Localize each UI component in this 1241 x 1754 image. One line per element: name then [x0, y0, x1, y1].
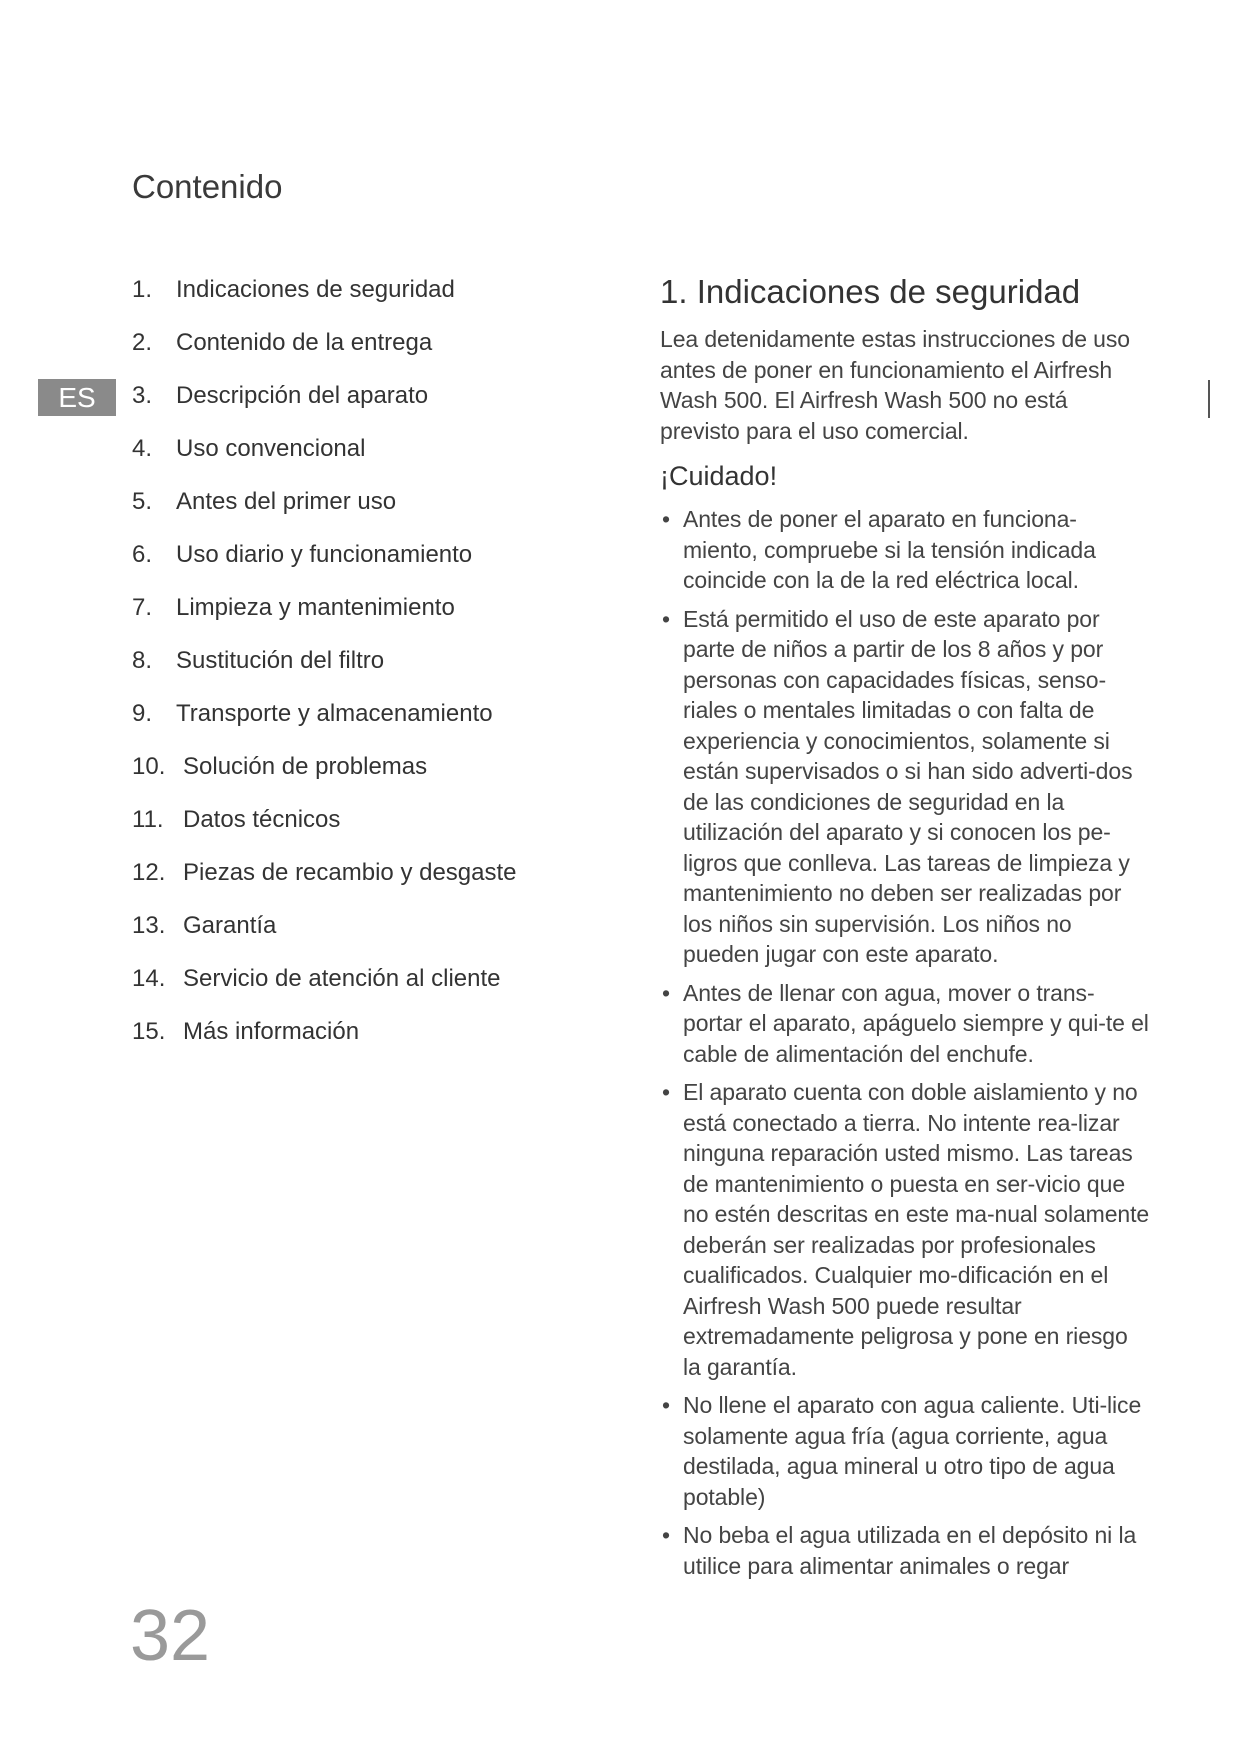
toc-item[interactable]	[132, 912, 632, 965]
bullet-icon: •	[662, 605, 670, 632]
list-item-text: El aparato cuenta con doble aislamiento y no está conectado a tierra. No intente rea-lizar ninguna reparación usted mismo. Las tareas de mantenimiento o puesta en ser-vicio que no estén descritas en este ma-nual solamente deberán ser realizadas por profesionales cualificados. Cualquier mo-dificación en el Airfresh Wash 500 puede resultar extremadamente peligrosa y pone en riesgo la garantía.	[683, 1079, 1150, 1380]
section-heading: 1. Indicaciones de seguridad	[660, 273, 1081, 310]
toc-item-label: Garantía	[183, 912, 277, 939]
toc-item-label: Solución de problemas	[183, 753, 428, 780]
toc-item-label: Sustitución del filtro	[176, 647, 385, 674]
bullet-icon: •	[662, 1392, 670, 1418]
toc-item-number: 4.	[132, 435, 153, 462]
page-number: 32	[130, 1596, 211, 1676]
toc-item-label: Uso convencional	[176, 435, 366, 462]
toc-item-label: Descripción del aparato	[176, 382, 429, 409]
toc-item-label: Transporte y almacenamiento	[176, 700, 493, 727]
toc-item-label: Antes del primer uso	[176, 488, 397, 515]
section-intro: Lea detenidamente estas instrucciones de uso antes de poner en funcionamiento el Airfresh Wash 500. El Airfresh Wash 500 no está previsto para el uso comercial.	[660, 326, 1130, 444]
list-item	[660, 1520, 1150, 1581]
toc-item[interactable]	[132, 382, 632, 435]
toc-item-number: 10.	[132, 753, 166, 780]
toc-item-label: Limpieza y mantenimiento	[176, 594, 455, 621]
toc-item-number: 13.	[132, 912, 166, 939]
toc-item[interactable]	[132, 700, 632, 753]
toc-item[interactable]	[132, 488, 632, 541]
toc-item-label: Contenido de la entrega	[176, 329, 433, 356]
toc-item-number: 3.	[132, 382, 153, 409]
toc-item-number: 7.	[132, 594, 153, 621]
warning-heading: ¡Cuidado!	[660, 461, 778, 491]
toc-item-label: Indicaciones de seguridad	[176, 276, 455, 303]
toc-item-label: Servicio de atención al cliente	[183, 965, 501, 992]
toc-item-label: Más información	[183, 1018, 360, 1045]
toc-item-number: 15.	[132, 1018, 166, 1045]
page-edge-marker	[1208, 380, 1210, 418]
toc-item-number: 14.	[132, 965, 166, 992]
toc-item[interactable]	[132, 965, 632, 1018]
list-item	[660, 1077, 1150, 1382]
toc-item[interactable]	[132, 647, 632, 700]
toc-item-number: 12.	[132, 859, 166, 886]
toc-item[interactable]	[132, 1018, 632, 1071]
bullet-icon: •	[662, 1522, 670, 1548]
page-title: Contenido	[132, 168, 283, 205]
toc-item[interactable]	[132, 329, 632, 382]
list-item	[660, 978, 1150, 1070]
toc-item-number: 1.	[132, 276, 153, 303]
toc-item-number: 2.	[132, 329, 153, 356]
safety-bullet-list	[660, 504, 1150, 1581]
table-of-contents	[132, 276, 632, 1071]
toc-item-label: Datos técnicos	[183, 806, 341, 833]
toc-item[interactable]	[132, 753, 632, 806]
toc-item-label: Piezas de recambio y desgaste	[183, 859, 517, 886]
list-item-text: Está permitido el uso de este aparato por parte de niños a partir de los 8 años y por personas con capacidades físicas, senso-riales o mentales limitadas o con falta de experiencia y conocimientos, solamente si están supervisados o si han sido adverti-dos de las condiciones de seguridad en la utilización del aparato y si conocen los pe-ligros que conlleva. Las tareas de limpieza y mantenimiento no deben ser realizadas por los niños sin supervisión. Los niños no pueden jugar con este aparato.	[683, 605, 1133, 967]
toc-item-number: 9.	[132, 700, 153, 727]
toc-item[interactable]	[132, 541, 632, 594]
toc-item[interactable]	[132, 859, 632, 912]
safety-section	[660, 272, 1150, 1589]
toc-item[interactable]	[132, 806, 632, 859]
list-item-text: No beba el agua utilizada en el depósito ni la utilice para alimentar animales o regar	[683, 1522, 1137, 1579]
bullet-icon: •	[662, 506, 670, 532]
bullet-icon: •	[662, 1079, 670, 1105]
list-item-text: Antes de llenar con agua, mover o trans-portar el aparato, apáguelo siempre y qui-te el cable de alimentación del enchufe.	[683, 979, 1149, 1067]
toc-item[interactable]	[132, 276, 632, 329]
toc-item[interactable]	[132, 594, 632, 647]
toc-item-number: 5.	[132, 488, 153, 515]
list-item	[660, 504, 1150, 596]
toc-item-number: 6.	[132, 541, 153, 568]
language-tab: ES	[38, 379, 116, 416]
list-item-text: No llene el aparato con agua caliente. Uti-lice solamente agua fría (agua corriente, agua destilada, agua mineral u otro tipo de agua potable)	[683, 1392, 1142, 1510]
toc-item-number: 11.	[132, 806, 164, 833]
toc-item[interactable]	[132, 435, 632, 488]
list-item-text: Antes de poner el aparato en funciona-miento, compruebe si la tensión indicada coincide con la de la red eléctrica local.	[683, 506, 1096, 593]
list-item	[660, 604, 1150, 970]
toc-item-number: 8.	[132, 647, 153, 674]
list-item	[660, 1390, 1150, 1512]
toc-item-label: Uso diario y funcionamiento	[176, 541, 473, 568]
bullet-icon: •	[662, 979, 670, 1006]
